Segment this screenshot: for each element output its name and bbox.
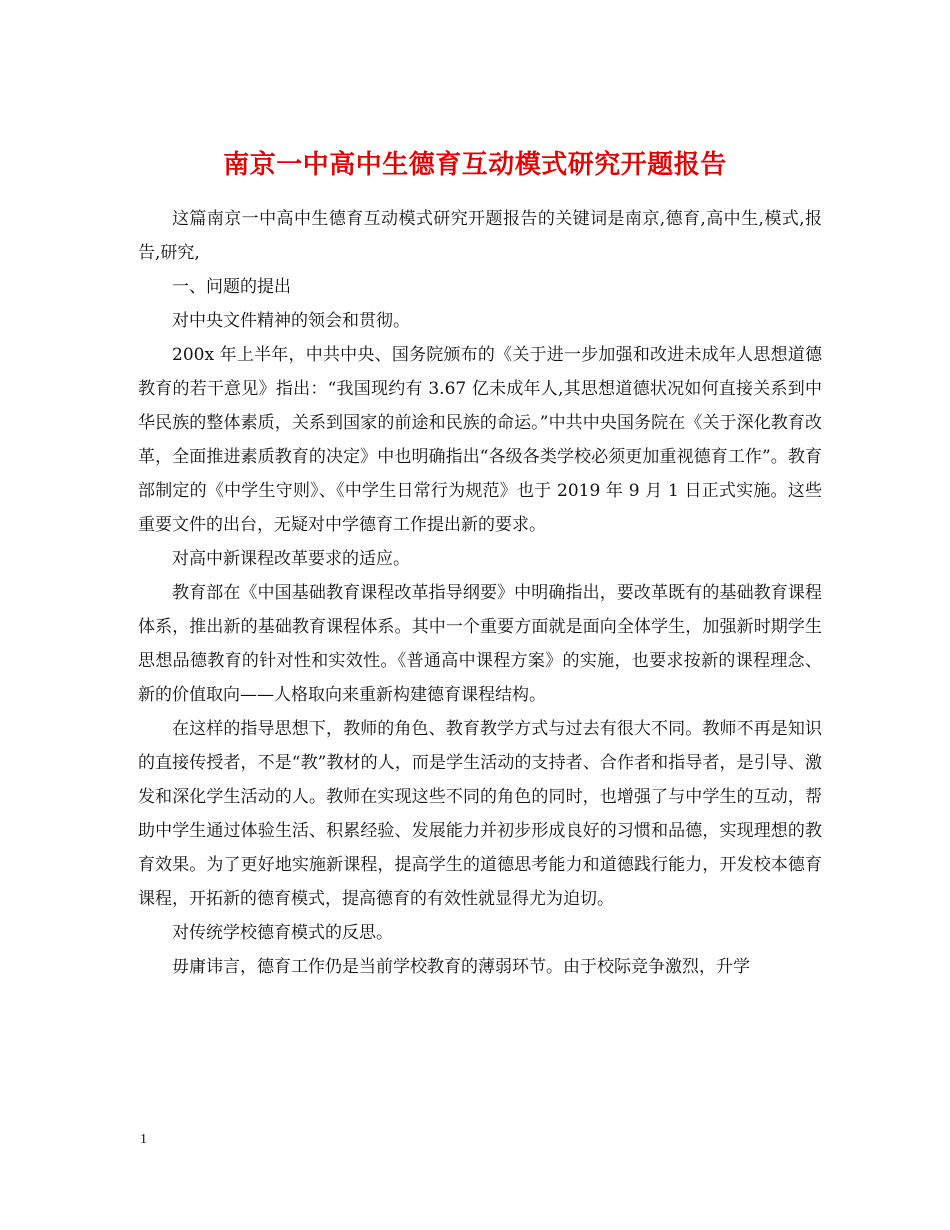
paragraph-traditional-model: 毋庸讳言，德育工作仍是当前学校教育的薄弱环节。由于校际竞争激烈，升学 <box>172 957 750 977</box>
document-body <box>138 202 822 984</box>
subheading-curriculum-reform: 对高中新课程改革要求的适应。 <box>172 549 410 569</box>
document-title: 南京一中高中生德育互动模式研究开题报告 <box>223 150 727 181</box>
paragraph-curriculum-reform: 教育部在《中国基础教育课程改革指导纲要》中明确指出，要改革既有的基础教育课程体系，推出新的基础教育课程体系。其中一个重要方面就是面向全体学生，加强新时期学生思想品德教育的针对性和实效性。《普通高中课程方案》的实施，也要求按新的课程理念、新的价值取向——人格取向来重新构建德育课程结构。 <box>138 583 822 705</box>
section-heading-problem: 一、问题的提出 <box>172 277 291 297</box>
paragraph-central-documents: 200x 年上半年，中共中央、国务院颁布的《关于进一步加强和改进未成年人思想道德教育的若干意见》指出：“我国现约有 3.67 亿未成年人,其思想道德状况如何直接关系到中华民族的整体素质，关系到国家的前途和民族的命运。”中共中央国务院在《关于深化教育改革，全面推进素质教育的决定》中也明确指出“各级各类学校必须更加重视德育工作”。教育部制定的《中学生守则》、《中学生日常行为规范》也于 2019 年 9 月 1 日正式实施。这些重要文件的出台，无疑对中学德育工作提出新的要求。 <box>138 345 822 535</box>
subheading-central-documents: 对中央文件精神的领会和贯彻。 <box>172 311 410 331</box>
page-number: 1 <box>140 1132 147 1147</box>
paragraph-teacher-role: 在这样的指导思想下，教师的角色、教育教学方式与过去有很大不同。教师不再是知识的直接传授者，不是“教”教材的人，而是学生活动的支持者、合作者和指导者，是引导、激发和深化学生活动的人。教师在实现这些不同的角色的同时，也增强了与中学生的互动，帮助中学生通过体验生活、积累经验、发展能力并初步形成良好的习惯和品德，实现理想的教育效果。为了更好地实施新课程，提高学生的道德思考能力和道德践行能力，开发校本德育课程，开拓新的德育模式，提高德育的有效性就显得尤为迫切。 <box>138 719 822 909</box>
paragraph-keywords: 这篇南京一中高中生德育互动模式研究开题报告的关键词是南京,德育,高中生,模式,报告,研究, <box>138 209 822 263</box>
subheading-traditional-model: 对传统学校德育模式的反思。 <box>172 923 393 943</box>
